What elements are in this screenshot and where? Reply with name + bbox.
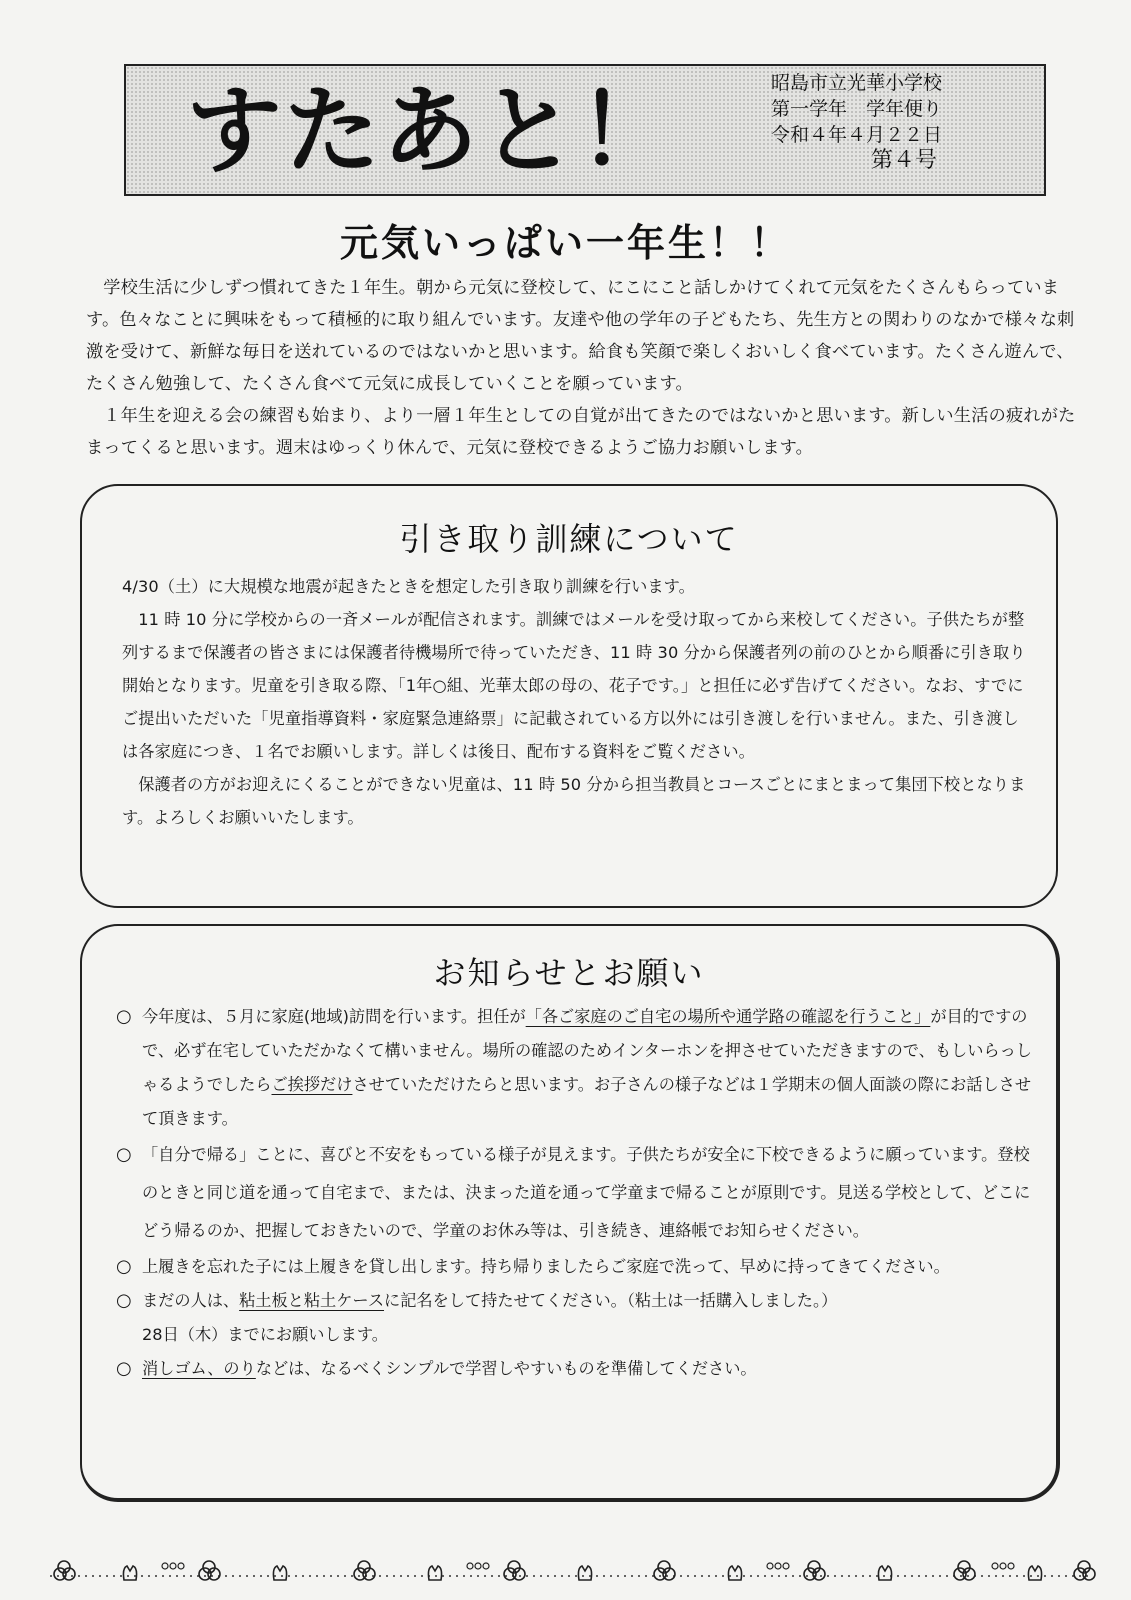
- circle-bullet-icon: ○: [116, 1256, 132, 1277]
- circle-bullet-icon: ○: [116, 1290, 132, 1311]
- tulip-icon: [428, 1566, 441, 1580]
- flower-icon: [54, 1561, 75, 1580]
- notice-item: [116, 1284, 1032, 1318]
- flower-icon: [504, 1561, 525, 1580]
- notice-text: させていただけたらと思います。お子さんの様子などは１学期末の個人面談の際にお話しさせて頂きます。: [142, 1075, 1032, 1128]
- pickup-drill-title: 引き取り訓練について: [399, 520, 739, 558]
- tulip-icon: [728, 1566, 741, 1580]
- flower-icon: [804, 1561, 825, 1580]
- notice-text: 今年度は、５月に家庭(地域)訪問を行います。担任が: [142, 1007, 526, 1026]
- notices-content: [116, 1000, 1032, 1386]
- notice-text: 上履きを忘れた子には上履きを貸し出します。持ち帰りましたらご家庭で洗って、早めに持ってきてください。: [142, 1257, 950, 1276]
- tulip-icon: [578, 1566, 591, 1580]
- school-name: 昭島市立光華小学校: [771, 72, 943, 94]
- notice-item: [116, 1000, 1032, 1136]
- flower-icon: [954, 1561, 975, 1580]
- tulip-icon: [878, 1566, 891, 1580]
- masthead: [124, 64, 1046, 196]
- notices-title: お知らせとお願い: [433, 954, 705, 992]
- flower-icon: [354, 1561, 375, 1580]
- notice-underlined-text: ご挨拶だけ: [271, 1075, 353, 1094]
- flower-icon: [1074, 1561, 1095, 1580]
- notices-box: [80, 924, 1060, 1502]
- flower-icon: [199, 1561, 220, 1580]
- circle-bullet-icon: ○: [116, 1006, 132, 1027]
- flower-border-decoration: [40, 1552, 1100, 1592]
- pickup-paragraph-1: 4/30（土）に大規模な地震が起きたときを想定した引き取り訓練を行います。: [122, 577, 695, 596]
- circle-bullet-icon: ○: [116, 1144, 132, 1165]
- notice-underlined-text: 粘土板と粘土ケース: [239, 1291, 385, 1310]
- intro-paragraph-1: 学校生活に少しずつ慣れてきた１年生。朝から元気に登校して、にこにこと話しかけてくれて元気をたくさんもらっています。色々なことに興味をもって積極的に取り組んでいます。友達や他の学年の子どもたち、先生方との関わりのなかで様々な刺激を受けて、新鮮な毎日を送れているのではないかと思います。給食も笑顔で楽しくおいしく食べています。たくさん遊んで、たくさん勉強して、たくさん食べて元気に成長していくことを願っています。: [86, 278, 1075, 394]
- notice-underlined-text: 消しゴム、のり: [142, 1359, 256, 1378]
- tulip-icon: [1028, 1566, 1041, 1580]
- pickup-drill-content: [122, 570, 1028, 834]
- notice-item: [116, 1136, 1032, 1250]
- issue-info: [771, 70, 1031, 174]
- notice-text: 「自分で帰る」ことに、喜びと不安をもっている様子が見えます。子供たちが安全に下校できるように願っています。登校のときと同じ道を通って自宅まで、または、決まった道を通って学童まで帰ることが原則です。見送る学校として、どこにどう帰るのか、把握しておきたいので、学童のお休み等は、引き続き、連絡帳でお知らせください。: [142, 1145, 1031, 1240]
- grade-label: 第一学年 学年便り: [771, 98, 943, 120]
- intro-paragraph-2: １年生を迎える会の練習も始まり、より一層１年生としての自覚が出てきたのではないかと思います。新しい生活の疲れがたまってくると思います。週末はゆっくり休んで、元気に登校できるようご協力お願いします。: [86, 406, 1076, 458]
- intro-section: [86, 272, 1086, 464]
- headline: 元気いっぱい一年生！！: [339, 221, 791, 265]
- notice-text: などは、なるべくシンプルで学習しやすいものを準備してください。: [255, 1359, 757, 1378]
- notice-text: が目的ですので、必ず在宅していただかなくて構いません。場所の確認のためインターホンを押させていただきますので、もしいらっしゃるようでしたら: [142, 1007, 1032, 1094]
- notice-item: [116, 1250, 1032, 1284]
- notice-text: まだの人は、: [142, 1291, 240, 1310]
- circle-bullet-icon: ○: [116, 1358, 132, 1379]
- notice-deadline: 28日（木）までにお願いします。: [142, 1325, 388, 1344]
- issue-date: 令和４年４月２２日: [771, 124, 943, 146]
- pickup-drill-box: [80, 484, 1058, 908]
- flower-icon: [654, 1561, 675, 1580]
- notice-underlined-text: 「各ご家庭のご自宅の場所や通学路の確認を行うこと」: [525, 1007, 931, 1026]
- pickup-paragraph-2: 11 時 10 分に学校からの一斉メールが配信されます。訓練ではメールを受け取ってから来校してください。子供たちが整列するまで保護者の皆さまには保護者待機場所で待っていただき、11 時 30 分から保護者列の前のひとから順番に引き取り開始となります。児童を引き取る際、「1年○組、光華太郎の母の、花子です。」と担任に必ず告げてください。なお、すでにご提出いただいた「児童指導資料・家庭緊急連絡票」に記載されている方以外には引き渡しを行いません。また、引き渡しは各家庭につき、１名でお願いします。詳しくは後日、配布する資料をご覧ください。: [122, 610, 1026, 761]
- tulip-icon: [123, 1566, 136, 1580]
- newsletter-title: すたあと！: [186, 75, 676, 187]
- notice-text: に記名をして持たせてください。（粘土は一括購入しました。）: [384, 1291, 838, 1310]
- notice-item: [116, 1352, 1032, 1386]
- pickup-paragraph-3: 保護者の方がお迎えにくることができない児童は、11 時 50 分から担当教員とコースごとにまとまって集団下校となります。よろしくお願いいたします。: [122, 775, 1026, 827]
- issue-number: 第４号: [871, 148, 938, 173]
- tulip-icon: [273, 1566, 286, 1580]
